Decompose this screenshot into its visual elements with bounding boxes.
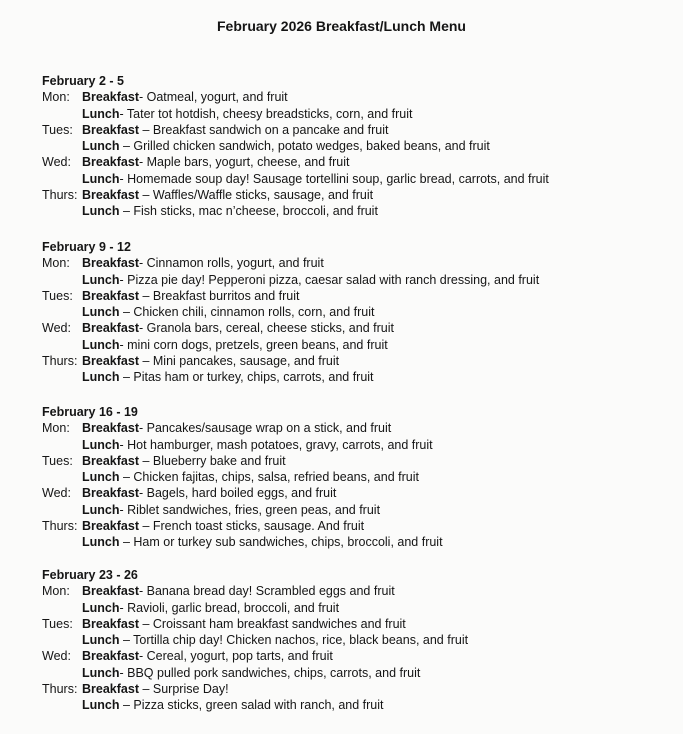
- week-header: February 9 - 12: [42, 240, 131, 254]
- lunch-items: - Tater tot hotdish, cheesy breadsticks, corn, and fruit: [119, 106, 413, 121]
- lunch-label: Lunch: [82, 305, 120, 320]
- lunch-line: [42, 304, 662, 320]
- breakfast-label: Breakfast: [82, 188, 139, 203]
- lunch-line: [42, 437, 662, 453]
- lunch-line: [42, 632, 662, 648]
- breakfast-text: [82, 353, 339, 369]
- breakfast-text: [82, 648, 333, 664]
- day-label: Thurs:: [42, 519, 78, 534]
- day-entry: [42, 288, 662, 321]
- day-label: Tues:: [42, 616, 73, 631]
- day-label: Thurs:: [42, 682, 78, 697]
- week-header: February 2 - 5: [42, 74, 124, 88]
- day-label: Tues:: [42, 453, 73, 468]
- day-entry: [42, 518, 662, 551]
- breakfast-line: [42, 420, 662, 436]
- breakfast-line: [42, 255, 662, 271]
- breakfast-line: [42, 154, 662, 170]
- week-section: [42, 73, 662, 220]
- lunch-text: [82, 138, 490, 154]
- lunch-label: Lunch: [82, 470, 120, 485]
- day-entry: [42, 648, 662, 681]
- day-entry: [42, 420, 662, 453]
- lunch-items: – Ham or turkey sub sandwiches, chips, broccoli, and fruit: [119, 535, 443, 550]
- breakfast-label: Breakfast: [82, 155, 139, 170]
- day-label: Mon:: [42, 256, 70, 271]
- lunch-items: – Fish sticks, mac n’cheese, broccoli, and fruit: [119, 204, 378, 219]
- lunch-label: Lunch: [82, 272, 120, 287]
- lunch-items: – Pitas ham or turkey, chips, carrots, and fruit: [119, 370, 374, 385]
- breakfast-line: [42, 616, 662, 632]
- lunch-text: [82, 171, 549, 187]
- breakfast-items: - Cereal, yogurt, pop tarts, and fruit: [138, 649, 333, 664]
- day-entry: [42, 122, 662, 155]
- lunch-items: - mini corn dogs, pretzels, green beans, and fruit: [119, 337, 388, 352]
- breakfast-items: – Surprise Day!: [138, 682, 229, 697]
- breakfast-label: Breakfast: [82, 584, 139, 599]
- breakfast-items: - Bagels, hard boiled eggs, and fruit: [138, 486, 337, 501]
- lunch-line: [42, 369, 662, 385]
- lunch-line: [42, 534, 662, 550]
- day-entry: [42, 453, 662, 486]
- lunch-label: Lunch: [82, 535, 120, 550]
- day-label: Wed:: [42, 649, 71, 664]
- page-title: February 2026 Breakfast/Lunch Menu: [217, 18, 466, 34]
- lunch-line: [42, 171, 662, 187]
- breakfast-text: [82, 320, 394, 336]
- day-entry: [42, 353, 662, 386]
- breakfast-line: [42, 648, 662, 664]
- lunch-text: [82, 106, 412, 122]
- breakfast-label: Breakfast: [82, 682, 139, 697]
- day-label: Thurs:: [42, 354, 78, 369]
- breakfast-label: Breakfast: [82, 354, 139, 369]
- breakfast-line: [42, 187, 662, 203]
- lunch-label: Lunch: [82, 171, 120, 186]
- breakfast-text: [82, 518, 364, 534]
- day-entry: [42, 485, 662, 518]
- lunch-text: [82, 304, 374, 320]
- week-header: February 16 - 19: [42, 405, 138, 419]
- lunch-text: [82, 600, 339, 616]
- breakfast-text: [82, 89, 288, 105]
- lunch-line: [42, 203, 662, 219]
- lunch-items: – Tortilla chip day! Chicken nachos, rice, black beans, and fruit: [119, 633, 469, 648]
- breakfast-label: Breakfast: [82, 90, 139, 105]
- lunch-label: Lunch: [82, 337, 120, 352]
- day-label: Tues:: [42, 122, 73, 137]
- lunch-text: [82, 437, 433, 453]
- day-label: Thurs:: [42, 188, 78, 203]
- lunch-text: [82, 502, 380, 518]
- lunch-label: Lunch: [82, 600, 120, 615]
- lunch-line: [42, 697, 662, 713]
- day-entry: [42, 187, 662, 220]
- week-header: February 23 - 26: [42, 568, 138, 582]
- breakfast-items: – French toast sticks, sausage. And fruit: [138, 519, 365, 534]
- breakfast-items: - Maple bars, yogurt, cheese, and fruit: [138, 155, 350, 170]
- lunch-text: [82, 469, 419, 485]
- breakfast-items: - Pancakes/sausage wrap on a stick, and fruit: [138, 421, 392, 436]
- lunch-line: [42, 337, 662, 353]
- breakfast-line: [42, 320, 662, 336]
- lunch-line: [42, 469, 662, 485]
- day-label: Mon:: [42, 90, 70, 105]
- day-label: Mon:: [42, 421, 70, 436]
- lunch-text: [82, 632, 468, 648]
- breakfast-items: – Breakfast burritos and fruit: [138, 288, 300, 303]
- lunch-line: [42, 106, 662, 122]
- breakfast-text: [82, 154, 350, 170]
- lunch-label: Lunch: [82, 698, 120, 713]
- lunch-line: [42, 600, 662, 616]
- lunch-text: [82, 203, 378, 219]
- breakfast-label: Breakfast: [82, 519, 139, 534]
- breakfast-text: [82, 255, 324, 271]
- lunch-label: Lunch: [82, 633, 120, 648]
- breakfast-label: Breakfast: [82, 453, 139, 468]
- lunch-line: [42, 665, 662, 681]
- breakfast-items: – Breakfast sandwich on a pancake and fruit: [138, 122, 389, 137]
- lunch-items: – Chicken chili, cinnamon rolls, corn, and fruit: [119, 305, 375, 320]
- lunch-text: [82, 697, 384, 713]
- day-entry: [42, 583, 662, 616]
- breakfast-line: [42, 583, 662, 599]
- lunch-line: [42, 138, 662, 154]
- day-entry: [42, 154, 662, 187]
- breakfast-items: – Blueberry bake and fruit: [138, 453, 286, 468]
- breakfast-text: [82, 420, 391, 436]
- lunch-label: Lunch: [82, 139, 120, 154]
- week-section: [42, 404, 662, 551]
- lunch-text: [82, 272, 539, 288]
- breakfast-label: Breakfast: [82, 321, 139, 336]
- breakfast-label: Breakfast: [82, 288, 139, 303]
- day-label: Wed:: [42, 486, 71, 501]
- day-label: Wed:: [42, 321, 71, 336]
- breakfast-line: [42, 485, 662, 501]
- lunch-line: [42, 272, 662, 288]
- breakfast-text: [82, 681, 229, 697]
- lunch-items: - Ravioli, garlic bread, broccoli, and fruit: [119, 600, 340, 615]
- breakfast-line: [42, 681, 662, 697]
- lunch-label: Lunch: [82, 437, 120, 452]
- breakfast-label: Breakfast: [82, 486, 139, 501]
- lunch-items: – Pizza sticks, green salad with ranch, and fruit: [119, 698, 384, 713]
- lunch-label: Lunch: [82, 204, 120, 219]
- breakfast-text: [82, 122, 388, 138]
- breakfast-label: Breakfast: [82, 649, 139, 664]
- lunch-items: - BBQ pulled pork sandwiches, chips, carrots, and fruit: [119, 665, 421, 680]
- lunch-items: - Hot hamburger, mash potatoes, gravy, carrots, and fruit: [119, 437, 433, 452]
- lunch-items: - Pizza pie day! Pepperoni pizza, caesar salad with ranch dressing, and fruit: [119, 272, 540, 287]
- lunch-label: Lunch: [82, 502, 120, 517]
- breakfast-text: [82, 453, 286, 469]
- breakfast-text: [82, 288, 299, 304]
- breakfast-items: – Croissant ham breakfast sandwiches and fruit: [138, 616, 406, 631]
- breakfast-text: [82, 187, 373, 203]
- breakfast-items: - Banana bread day! Scrambled eggs and fruit: [138, 584, 395, 599]
- breakfast-line: [42, 89, 662, 105]
- breakfast-items: - Cinnamon rolls, yogurt, and fruit: [138, 256, 324, 271]
- breakfast-items: - Granola bars, cereal, cheese sticks, and fruit: [138, 321, 394, 336]
- week-section: [42, 567, 662, 714]
- breakfast-line: [42, 518, 662, 534]
- lunch-text: [82, 337, 388, 353]
- lunch-text: [82, 369, 374, 385]
- lunch-text: [82, 665, 420, 681]
- breakfast-label: Breakfast: [82, 122, 139, 137]
- breakfast-line: [42, 453, 662, 469]
- day-entry: [42, 320, 662, 353]
- breakfast-line: [42, 288, 662, 304]
- breakfast-items: - Oatmeal, yogurt, and fruit: [138, 90, 288, 105]
- day-entry: [42, 89, 662, 122]
- breakfast-text: [82, 485, 336, 501]
- day-entry: [42, 681, 662, 714]
- breakfast-line: [42, 353, 662, 369]
- breakfast-text: [82, 616, 406, 632]
- day-label: Mon:: [42, 584, 70, 599]
- lunch-items: - Homemade soup day! Sausage tortellini soup, garlic bread, carrots, and fruit: [119, 171, 549, 186]
- breakfast-text: [82, 583, 395, 599]
- lunch-line: [42, 502, 662, 518]
- day-label: Tues:: [42, 288, 73, 303]
- lunch-label: Lunch: [82, 665, 120, 680]
- breakfast-items: – Waffles/Waffle sticks, sausage, and fruit: [138, 188, 374, 203]
- breakfast-label: Breakfast: [82, 256, 139, 271]
- breakfast-line: [42, 122, 662, 138]
- day-entry: [42, 616, 662, 649]
- breakfast-label: Breakfast: [82, 421, 139, 436]
- breakfast-items: – Mini pancakes, sausage, and fruit: [138, 354, 340, 369]
- day-label: Wed:: [42, 155, 71, 170]
- breakfast-label: Breakfast: [82, 616, 139, 631]
- lunch-items: – Chicken fajitas, chips, salsa, refried beans, and fruit: [119, 470, 419, 485]
- lunch-items: – Grilled chicken sandwich, potato wedges, baked beans, and fruit: [119, 139, 490, 154]
- lunch-items: - Riblet sandwiches, fries, green peas, and fruit: [119, 502, 381, 517]
- lunch-label: Lunch: [82, 370, 120, 385]
- lunch-label: Lunch: [82, 106, 120, 121]
- lunch-text: [82, 534, 443, 550]
- week-section: [42, 239, 662, 386]
- day-entry: [42, 255, 662, 288]
